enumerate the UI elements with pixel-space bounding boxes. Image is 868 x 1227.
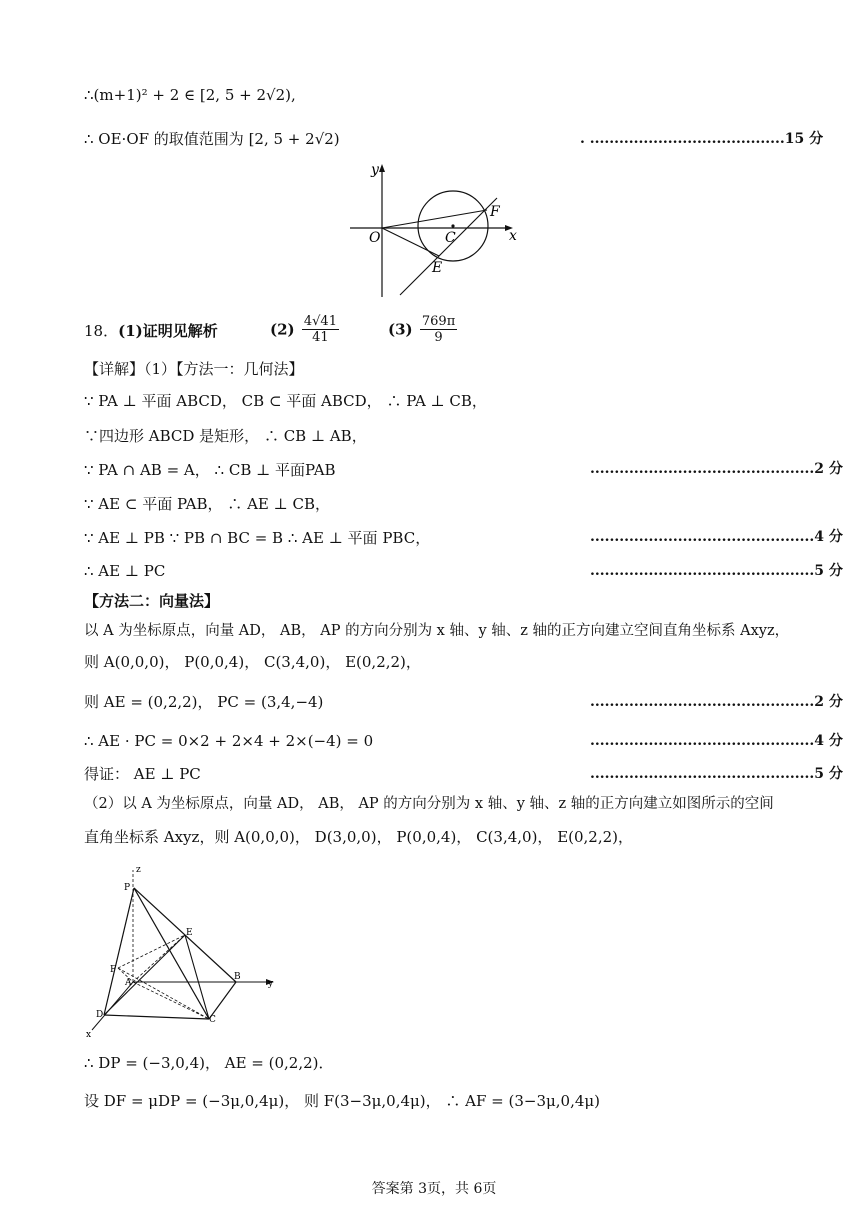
fig2-label-A: A xyxy=(125,978,132,988)
geom-step-4: ∵ AE ⊂ 平面 PAB， ∴ AE ⊥ CB， xyxy=(84,495,330,513)
fig1-label-C: C xyxy=(445,230,456,246)
vector-dot-product: ∴ AE · PC = 0×2 + 2×4 + 2×(−4) = 0 xyxy=(84,732,374,750)
q18-part2-label: (2) xyxy=(270,320,295,339)
vector-ae-pc: 则 AE = (0,2,2)， PC = (3,4,−4) xyxy=(84,693,324,711)
fig1-label-y: y xyxy=(371,162,379,178)
q18-part3-numerator: 769π xyxy=(421,314,456,329)
vector-setup: 以 A 为坐标原点，向量 AD， AB， AP 的方向分别为 x 轴、y 轴、z 轴的正方向建立空间直角坐标系 Axyz， xyxy=(84,623,790,639)
detail-heading: 【详解】（1）【方法一：几何法】 xyxy=(84,360,304,378)
score-2-geom: ..............................................2 分 xyxy=(590,461,843,477)
q18-part3 xyxy=(388,314,459,345)
line-dot-product-range: ∴ OE·OF 的取值范围为 [2, 5 + 2√2) xyxy=(84,130,340,148)
vector-coordinates: 则 A(0,0,0)， P(0,0,4)， C(3,4,0)， E(0,2,2)， xyxy=(84,653,421,671)
fig2-label-C: C xyxy=(209,1015,216,1025)
score-2-vector: ..............................................2 分 xyxy=(590,694,843,710)
fig2-label-y: y xyxy=(268,979,274,989)
geom-step-5: ∵ AE ⊥ PB ∵ PB ∩ BC = B ∴ AE ⊥ 平面 PBC， xyxy=(84,529,431,547)
page-footer: 答案第 3页，共 6页 xyxy=(371,1181,497,1197)
geom-step-3: ∵ PA ∩ AB = A， ∴ CB ⊥ 平面PAB xyxy=(84,461,336,479)
geom-step-2: ∵四边形 ABCD 是矩形， ∴ CB ⊥ AB， xyxy=(84,427,367,445)
q18-part3-denominator: 9 xyxy=(434,330,443,345)
vector-conclusion: 得证： AE ⊥ PC xyxy=(84,765,201,783)
line-range-expression: ∴(m+1)² + 2 ∈ [2, 5 + 2√2), xyxy=(84,86,296,104)
fig2-label-F: F xyxy=(110,965,117,975)
score-4-geom: ..............................................4 分 xyxy=(590,529,843,545)
score-5-geom: ..............................................5 分 xyxy=(590,563,843,579)
q18-part3-label: (3) xyxy=(388,320,413,339)
part2-setup-line2: 直角坐标系 Axyz，则 A(0,0,0)， D(3,0,0)， P(0,0,4)， C(3,4,0)， E(0,2,2)， xyxy=(84,828,634,846)
vector-dp-ae: ∴ DP = (−3,0,4)， AE = (0,2,2)． xyxy=(84,1054,334,1072)
fig2-label-E: E xyxy=(186,928,193,938)
pyramid-figure xyxy=(84,862,284,1042)
geom-step-6: ∴ AE ⊥ PC xyxy=(84,562,166,580)
vector-df-af: 设 DF = μDP = (−3μ,0,4μ)， 则 F(3−3μ,0,4μ)， ∴ AF = (3−3μ,0,4μ) xyxy=(84,1092,600,1110)
q18-part2-denominator: 41 xyxy=(312,330,329,345)
fig1-label-F: F xyxy=(490,204,500,220)
fig1-label-x: x xyxy=(509,228,517,244)
method-2-heading: 【方法二：向量法】 xyxy=(84,592,220,610)
fig2-label-P: P xyxy=(124,883,131,893)
score-4-vector: ..............................................4 分 xyxy=(590,733,843,749)
fig2-label-B: B xyxy=(234,972,241,982)
geom-step-1: ∵ PA ⊥ 平面 ABCD， CB ⊂ 平面 ABCD， ∴ PA ⊥ CB， xyxy=(84,392,487,410)
fig2-label-D: D xyxy=(96,1010,104,1020)
circle-coordinate-figure xyxy=(345,160,525,300)
q18-part1: (1)证明见解析 xyxy=(118,322,218,340)
fig1-label-O: O xyxy=(369,230,381,246)
fig1-label-E: E xyxy=(432,260,443,276)
q18-part2 xyxy=(270,314,341,345)
q18-part2-numerator: 4√41 xyxy=(303,314,337,329)
part2-setup-line1: （2）以 A 为坐标原点，向量 AD， AB， AP 的方向分别为 x 轴、y 轴、z 轴的正方向建立如图所示的空间 xyxy=(84,796,774,812)
score-5-vector: ..............................................5 分 xyxy=(590,766,843,782)
score-15: . ........................................15 分 xyxy=(580,131,824,147)
question-18-answers xyxy=(84,320,218,342)
q18-number: 18． xyxy=(84,322,119,340)
fig2-label-x: x xyxy=(86,1030,92,1040)
fig2-label-z: z xyxy=(136,865,141,875)
